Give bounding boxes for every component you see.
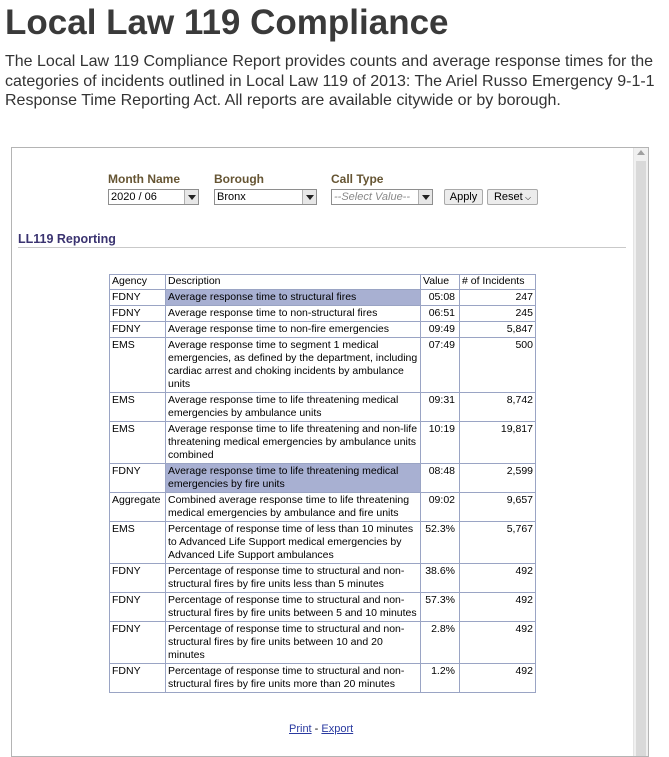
chevron-down-icon[interactable] bbox=[418, 190, 432, 204]
cell-value: 38.6% bbox=[421, 564, 460, 593]
table-row bbox=[110, 564, 536, 593]
table-row bbox=[110, 422, 536, 464]
month-filter-label: Month Name bbox=[108, 172, 180, 186]
column-header-description[interactable]: Description bbox=[166, 275, 421, 290]
cell-agency: EMS bbox=[110, 522, 166, 564]
table-row bbox=[110, 393, 536, 422]
table-row bbox=[110, 593, 536, 622]
cell-description: Percentage of response time to structural and non-structural fires by fire units between 10 and 20 minutes bbox=[166, 622, 421, 664]
chevron-down-icon[interactable] bbox=[184, 190, 198, 204]
footer-separator: - bbox=[311, 723, 322, 735]
cell-description: Average response time to structural fires bbox=[166, 290, 421, 306]
cell-value: 06:51 bbox=[421, 306, 460, 322]
cell-incidents: 2,599 bbox=[460, 464, 536, 493]
calltype-select-placeholder: --Select Value-- bbox=[334, 191, 411, 203]
cell-description: Average response time to life threatening and non-life threatening medical emergencies by ambulance units combined bbox=[166, 422, 421, 464]
cell-value: 10:19 bbox=[421, 422, 460, 464]
table-row bbox=[110, 338, 536, 393]
month-select-value: 2020 / 06 bbox=[111, 191, 157, 203]
table-row bbox=[110, 306, 536, 322]
table-row bbox=[110, 322, 536, 338]
section-heading: LL119 Reporting bbox=[18, 232, 116, 246]
cell-incidents: 9,657 bbox=[460, 493, 536, 522]
cell-agency: EMS bbox=[110, 393, 166, 422]
cell-value: 07:49 bbox=[421, 338, 460, 393]
scroll-up-arrow-icon[interactable] bbox=[637, 150, 645, 155]
borough-select-value: Bronx bbox=[217, 191, 246, 203]
cell-agency: FDNY bbox=[110, 306, 166, 322]
export-link[interactable]: Export bbox=[321, 723, 354, 735]
cell-value: 57.3% bbox=[421, 593, 460, 622]
table-row bbox=[110, 464, 536, 493]
calltype-select[interactable] bbox=[331, 189, 433, 205]
vertical-scrollbar[interactable] bbox=[633, 148, 648, 756]
cell-description: Average response time to non-structural fires bbox=[166, 306, 421, 322]
cell-agency: Aggregate bbox=[110, 493, 166, 522]
cell-description: Average response time to non-fire emergencies bbox=[166, 322, 421, 338]
column-header-value[interactable]: Value bbox=[421, 275, 460, 290]
table-row bbox=[110, 522, 536, 564]
cell-value: 52.3% bbox=[421, 522, 460, 564]
table-header-row bbox=[110, 275, 536, 290]
report-frame bbox=[11, 147, 649, 757]
apply-button[interactable]: Apply bbox=[444, 189, 483, 205]
section-divider bbox=[18, 247, 626, 248]
cell-description: Percentage of response time to structural and non-structural fires by fire units less than 5 minutes bbox=[166, 564, 421, 593]
table-row bbox=[110, 290, 536, 306]
cell-description: Average response time to life threatening medical emergencies by ambulance units bbox=[166, 393, 421, 422]
cell-value: 09:49 bbox=[421, 322, 460, 338]
cell-incidents: 492 bbox=[460, 564, 536, 593]
chevron-down-icon: ⌵ bbox=[522, 193, 532, 202]
page-title: Local Law 119 Compliance bbox=[5, 3, 449, 42]
cell-description: Percentage of response time of less than 10 minutes to Advanced Life Support medical emergencies by Advanced Life Support ambulances bbox=[166, 522, 421, 564]
cell-agency: EMS bbox=[110, 338, 166, 393]
cell-agency: FDNY bbox=[110, 290, 166, 306]
cell-description: Percentage of response time to structural and non-structural fires by fire units between 5 and 10 minutes bbox=[166, 593, 421, 622]
cell-incidents: 492 bbox=[460, 593, 536, 622]
cell-value: 09:02 bbox=[421, 493, 460, 522]
cell-description: Percentage of response time to structural and non-structural fires by fire units more than 20 minutes bbox=[166, 664, 421, 693]
cell-agency: FDNY bbox=[110, 322, 166, 338]
borough-select[interactable] bbox=[214, 189, 317, 205]
cell-agency: EMS bbox=[110, 422, 166, 464]
cell-incidents: 492 bbox=[460, 622, 536, 664]
cell-value: 09:31 bbox=[421, 393, 460, 422]
cell-incidents: 19,817 bbox=[460, 422, 536, 464]
cell-description: Average response time to segment 1 medical emergencies, as defined by the department, including cardiac arrest and choking incidents by ambulance units bbox=[166, 338, 421, 393]
calltype-filter-label: Call Type bbox=[331, 172, 384, 186]
cell-value: 05:08 bbox=[421, 290, 460, 306]
cell-incidents: 247 bbox=[460, 290, 536, 306]
cell-description: Average response time to life threatening medical emergencies by fire units bbox=[166, 464, 421, 493]
column-header-agency[interactable]: Agency bbox=[110, 275, 166, 290]
table-row bbox=[110, 664, 536, 693]
cell-incidents: 8,742 bbox=[460, 393, 536, 422]
month-select[interactable] bbox=[108, 189, 199, 205]
chevron-down-icon[interactable] bbox=[302, 190, 316, 204]
cell-value: 2.8% bbox=[421, 622, 460, 664]
reset-button[interactable] bbox=[487, 189, 538, 205]
scroll-thumb[interactable] bbox=[636, 161, 646, 757]
cell-agency: FDNY bbox=[110, 564, 166, 593]
cell-incidents: 5,767 bbox=[460, 522, 536, 564]
cell-value: 1.2% bbox=[421, 664, 460, 693]
column-header-incidents[interactable]: # of Incidents bbox=[460, 275, 536, 290]
cell-incidents: 5,847 bbox=[460, 322, 536, 338]
cell-incidents: 492 bbox=[460, 664, 536, 693]
cell-value: 08:48 bbox=[421, 464, 460, 493]
table-row bbox=[110, 622, 536, 664]
borough-filter-label: Borough bbox=[214, 172, 264, 186]
print-link[interactable]: Print bbox=[289, 723, 312, 735]
cell-agency: FDNY bbox=[110, 464, 166, 493]
cell-agency: FDNY bbox=[110, 593, 166, 622]
intro-paragraph: The Local Law 119 Compliance Report provides counts and average response times for the categories of incidents outlined in Local Law 119 of 2013: The Ariel Russo Emergency 9-1-1 Response Time Reporting Act. All reports are available citywide or by borough. bbox=[5, 53, 655, 109]
table-row bbox=[110, 493, 536, 522]
table-body bbox=[110, 290, 536, 693]
reset-button-label: Reset bbox=[493, 191, 523, 203]
ll119-report-table bbox=[109, 274, 536, 693]
cell-incidents: 245 bbox=[460, 306, 536, 322]
cell-incidents: 500 bbox=[460, 338, 536, 393]
cell-agency: FDNY bbox=[110, 664, 166, 693]
cell-description: Combined average response time to life threatening medical emergencies by ambulance and fire units bbox=[166, 493, 421, 522]
footer-links bbox=[289, 723, 353, 735]
cell-agency: FDNY bbox=[110, 622, 166, 664]
